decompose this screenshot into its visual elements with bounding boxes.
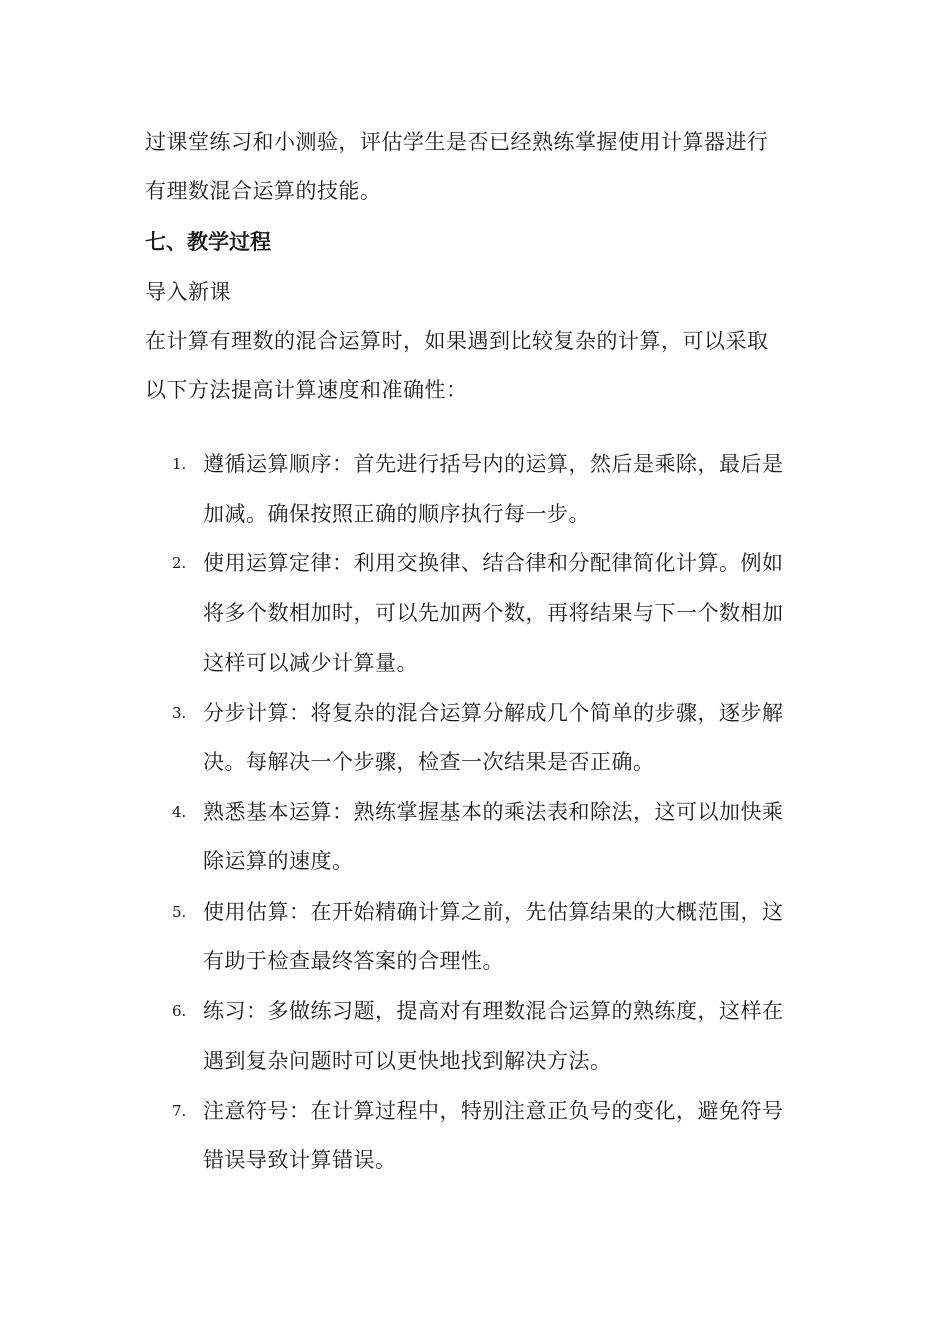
list-item-number: 1. bbox=[172, 455, 187, 473]
list-item-text: 使用运算定律：利用交换律、结合律和分配律简化计算。例如 bbox=[203, 551, 784, 575]
list-item-text: 除运算的速度。 bbox=[203, 849, 354, 873]
list-item-number: 7. bbox=[172, 1102, 187, 1120]
list-item-number: 4. bbox=[172, 803, 187, 821]
list-item-text: 有助于检查最终答案的合理性。 bbox=[203, 949, 504, 973]
paragraph-line-2: 以下方法提高计算速度和准确性： bbox=[145, 378, 468, 402]
intro-line-1: 过课堂练习和小测验，评估学生是否已经熟练掌握使用计算器进行 bbox=[145, 130, 769, 154]
list-item-text: 注意符号：在计算过程中，特别注意正负号的变化，避免符号 bbox=[203, 1099, 784, 1123]
list-item-text: 练习：多做练习题，提高对有理数混合运算的熟练度，这样在 bbox=[203, 999, 784, 1023]
list-item-text: 加减。确保按照正确的顺序执行每一步。 bbox=[203, 502, 590, 526]
list-item-number: 3. bbox=[172, 704, 187, 722]
intro-line-2: 有理数混合运算的技能。 bbox=[145, 179, 382, 203]
list-item-text: 将多个数相加时，可以先加两个数，再将结果与下一个数相加 bbox=[203, 601, 784, 625]
list-item-text: 使用估算：在开始精确计算之前，先估算结果的大概范围，这 bbox=[203, 900, 784, 924]
subheading: 导入新课 bbox=[145, 280, 231, 304]
paragraph-line-1: 在计算有理数的混合运算时，如果遇到比较复杂的计算，可以采取 bbox=[145, 329, 769, 353]
list-item-text: 错误导致计算错误。 bbox=[203, 1148, 397, 1172]
list-item-text: 这样可以减少计算量。 bbox=[203, 651, 418, 675]
list-item-text: 决。每解决一个步骤，检查一次结果是否正确。 bbox=[203, 750, 655, 774]
list-item-number: 2. bbox=[172, 554, 187, 572]
section-heading: 七、教学过程 bbox=[145, 230, 271, 254]
list-item-text: 分步计算：将复杂的混合运算分解成几个简单的步骤，逐步解 bbox=[203, 701, 784, 725]
list-item-text: 遵循运算顺序：首先进行括号内的运算，然后是乘除，最后是 bbox=[203, 452, 784, 476]
list-item-text: 熟悉基本运算：熟练掌握基本的乘法表和除法，这可以加快乘 bbox=[203, 800, 784, 824]
list-item-number: 6. bbox=[172, 1002, 187, 1020]
list-item-text: 遇到复杂问题时可以更快地找到解决方法。 bbox=[203, 1049, 612, 1073]
list-item-number: 5. bbox=[172, 903, 187, 921]
